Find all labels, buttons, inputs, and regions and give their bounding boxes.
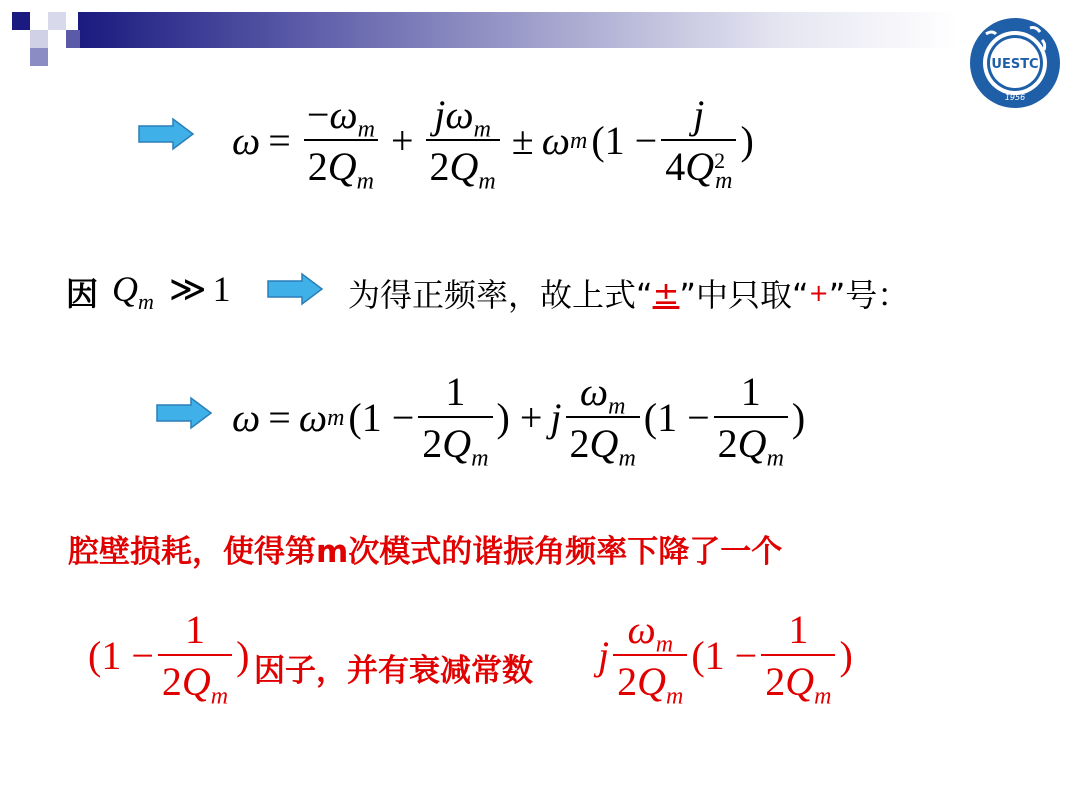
- loss-statement: 腔壁损耗，使得第m次模式的谐振角频率下降了一个: [68, 534, 783, 570]
- uestc-logo-icon: [968, 16, 1062, 110]
- header-gradient-bar: [78, 12, 960, 48]
- right-arrow-icon: [155, 396, 213, 430]
- header-square: [48, 12, 66, 30]
- logo-text: UESTC: [991, 57, 1039, 72]
- header-square: [66, 30, 80, 48]
- right-arrow-icon: [266, 272, 324, 306]
- attenuation-expression: j $\frac{\omega_m}{2Q_m}$ (1 − $\frac{1}{2Q_m}$ ): [598, 607, 853, 710]
- equation-1: ω = $\frac{-\omega_m}{2Q_m}$ + $\frac{j\omega_m}{2Q_m}$ ± ω m (1 − $\frac{j}{4Q^2_m}$ ): [232, 92, 754, 195]
- factor-statement: 因子，并有衰减常数: [254, 653, 533, 689]
- right-arrow-icon: [137, 117, 195, 151]
- header-square: [30, 30, 48, 48]
- positive-frequency-note: 为得正频率，故上式“ ± ”中只取“ + ”号：: [348, 274, 910, 314]
- factor-expression: (1 − $\frac{1}{2Q_m}$ ): [88, 607, 250, 710]
- header-square: [30, 48, 48, 66]
- header-square: [12, 12, 30, 30]
- logo-year: 1956: [1004, 93, 1026, 102]
- equation-2: ω = ω m (1 − $\frac{1}{2Q_m}$ ) + j $\frac{\omega_m}{2Q_m}$ (1 − $\frac{1}{2Q_m}$ ): [232, 369, 806, 472]
- condition-line: 因 $Q_m$ ≫ 1: [66, 269, 231, 315]
